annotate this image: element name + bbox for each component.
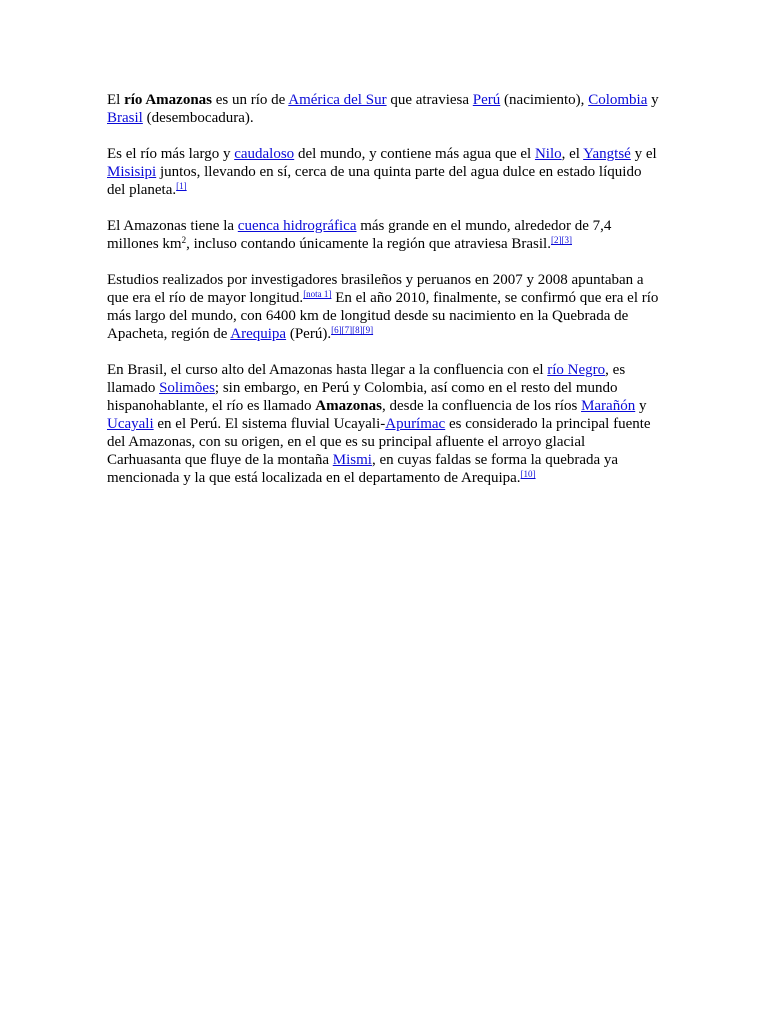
body-text: ; sin embargo, en Perú y Colombia, así como en el resto del mundo hispanohablante, el río es llamado <box>107 380 618 414</box>
citation-7[interactable]: [7] <box>341 325 353 335</box>
body-text: En el año 2010, finalmente, se confirmó que era el río más largo del mundo, con 6400 km de longitud desde su nacimiento en la Quebrada de Apacheta, región de <box>107 290 659 342</box>
body-text: y <box>647 92 659 108</box>
body-text: juntos, llevando en sí, cerca de una quinta parte del agua dulce en estado líquido del planeta. <box>107 164 642 198</box>
citation-6[interactable]: [6] <box>331 325 342 335</box>
body-text: (desembocadura). <box>142 110 254 126</box>
citation-ref <box>176 181 187 191</box>
body-text: , es llamado <box>107 362 626 396</box>
link-caudaloso[interactable]: caudaloso <box>234 146 295 162</box>
body-text: es considerado la principal fuente del Amazonas, con su origen, en el que es su principal afluente el arroyo glacial Carhuasanta que fluye de la montaña <box>107 416 651 468</box>
link-arequipa[interactable]: Arequipa <box>230 326 287 342</box>
body-text: Es el río más largo y <box>107 146 235 162</box>
link-solimoes[interactable]: Solimões <box>159 380 215 396</box>
link-misisipi[interactable]: Misisipi <box>107 164 157 180</box>
citation-ref <box>521 469 536 479</box>
link-mismi[interactable]: Mismi <box>332 452 372 468</box>
link-rio-negro[interactable]: río Negro <box>547 362 606 378</box>
link-peru[interactable]: Perú <box>472 92 501 108</box>
link-america-del-sur[interactable]: América del Sur <box>288 92 387 108</box>
link-cuenca-hidrografica[interactable]: cuenca hidrográfica <box>237 218 357 234</box>
citation-8[interactable]: [8] <box>352 325 363 335</box>
citation-9[interactable]: [9] <box>362 325 374 335</box>
link-ucayali[interactable]: Ucayali <box>107 416 154 432</box>
citation-2[interactable]: [2] <box>550 235 562 245</box>
citation-ref <box>561 235 572 245</box>
body-text: del mundo, y contiene más agua que el <box>294 146 535 162</box>
body-text: que atraviesa <box>386 92 473 108</box>
body-text: (nacimiento), <box>500 92 589 108</box>
paragraph-cuenca <box>107 217 663 253</box>
body-text: y el <box>630 146 657 162</box>
body-text: es un río de <box>212 92 289 108</box>
body-text: En Brasil, el curso alto del Amazonas hasta llegar a la confluencia con el <box>107 362 548 378</box>
body-text: más grande en el mundo, alrededor de 7,4 millones km <box>107 218 612 252</box>
body-text: (Perú). <box>286 326 332 342</box>
link-brasil[interactable]: Brasil <box>107 110 143 126</box>
citation-10[interactable]: [10] <box>520 469 536 479</box>
paragraph-intro <box>107 91 663 127</box>
citation-1[interactable]: [1] <box>176 181 187 191</box>
body-text: , desde la confluencia de los ríos <box>381 398 582 414</box>
bold-term: río Amazonas <box>124 92 213 108</box>
citation-ref <box>551 235 562 245</box>
body-text: El <box>107 92 125 108</box>
paragraph-nombres <box>107 361 663 487</box>
link-colombia[interactable]: Colombia <box>588 92 648 108</box>
body-text: en el Perú. El sistema fluvial Ucayali- <box>153 416 386 432</box>
link-maranon[interactable]: Marañón <box>581 398 636 414</box>
body-text: El Amazonas tiene la <box>107 218 238 234</box>
citation-ref <box>352 325 363 335</box>
superscript: 2 <box>181 235 187 245</box>
paragraph-caudal <box>107 145 663 199</box>
bold-term: Amazonas <box>315 398 382 414</box>
body-text: , el <box>561 146 584 162</box>
document-body <box>107 91 663 505</box>
link-nilo[interactable]: Nilo <box>534 146 562 162</box>
body-text: , incluso contando únicamente la región que atraviesa Brasil. <box>186 236 551 252</box>
citation-ref <box>363 325 374 335</box>
citation-ref <box>303 289 331 299</box>
body-text: , en cuyas faldas se forma la quebrada ya mencionada y la que está localizada en el departamento de Arequipa. <box>107 452 619 486</box>
citation-nota-1[interactable]: [nota 1] <box>303 289 332 299</box>
paragraph-longitud <box>107 271 663 343</box>
citation-ref <box>331 325 342 335</box>
citation-ref <box>342 325 353 335</box>
body-text: Estudios realizados por investigadores brasileños y peruanos en 2007 y 2008 apuntaban a que era el río de mayor longitud. <box>107 272 644 306</box>
link-apurimac[interactable]: Apurímac <box>385 416 446 432</box>
link-yangtse[interactable]: Yangtsé <box>583 146 631 162</box>
body-text: y <box>635 398 647 414</box>
citation-3[interactable]: [3] <box>561 235 572 245</box>
